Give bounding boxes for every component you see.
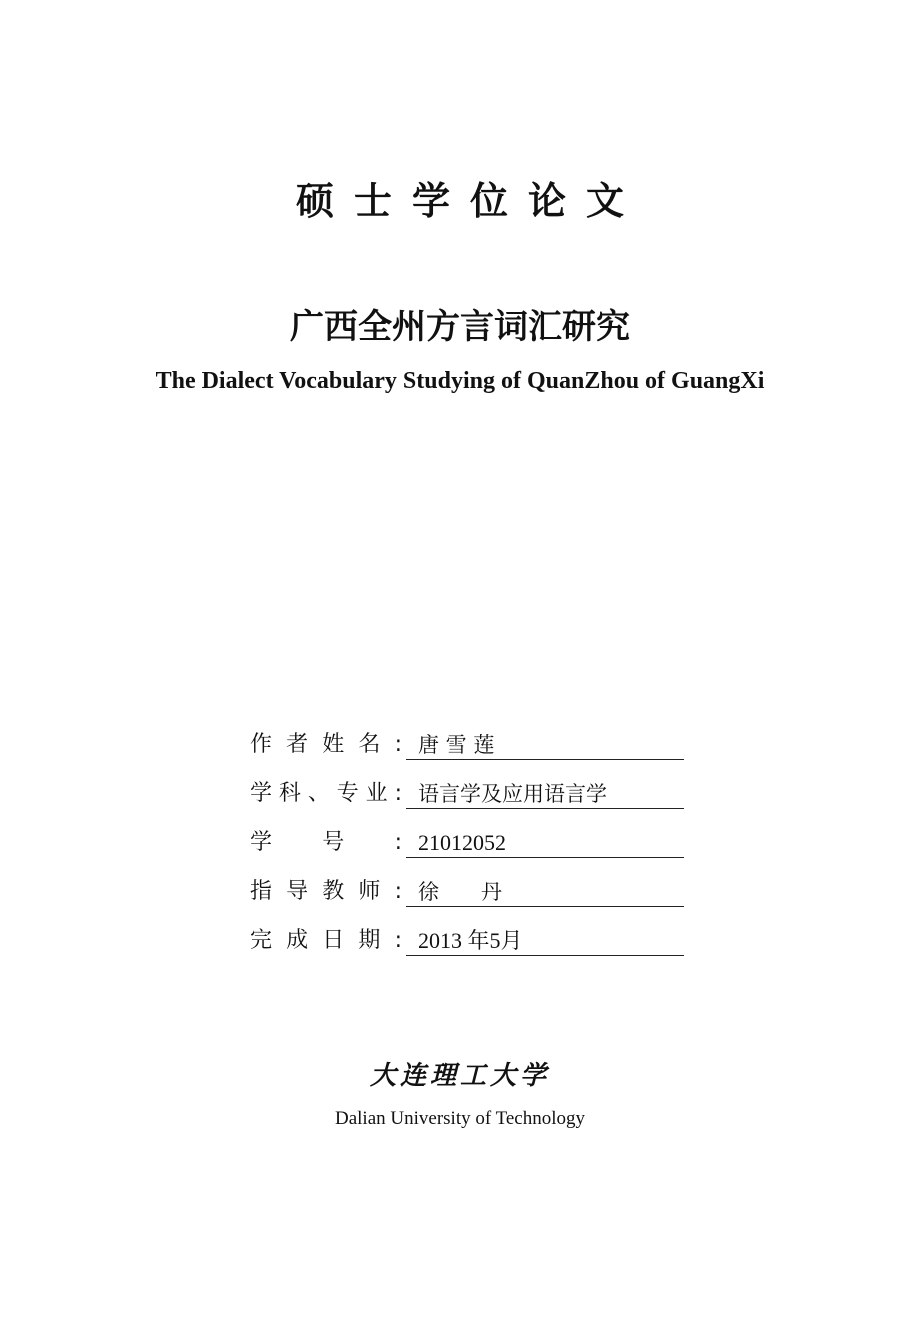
degree-title: 硕士学位论文 xyxy=(295,179,644,223)
author-name-value: 唐 雪 莲 xyxy=(406,728,684,760)
completion-date-value: 2013 年5月 xyxy=(406,924,684,956)
info-row-student-id xyxy=(250,826,690,875)
thesis-title-cn: 广西全州方言词汇研究 xyxy=(290,307,630,347)
completion-date-label: 完成日期: xyxy=(250,928,402,953)
major-label: 学科、专业: xyxy=(250,781,402,806)
student-id-label: 学号: xyxy=(250,830,402,855)
info-row-major xyxy=(250,777,690,826)
thesis-title-en: The Dialect Vocabulary Studying of QuanZhou of GuangXi xyxy=(155,368,765,394)
major-value: 语言学及应用语言学 xyxy=(406,777,684,809)
advisor-label: 指导教师: xyxy=(250,879,402,904)
student-id-value: 21012052 xyxy=(406,826,684,858)
info-row-advisor xyxy=(250,875,690,924)
author-info-block xyxy=(250,728,690,973)
university-name-en: Dalian University of Technology xyxy=(334,1108,585,1129)
author-name-label: 作者姓名: xyxy=(250,732,402,757)
advisor-value: 徐 丹 xyxy=(406,875,684,907)
university-name-cn: 大连理工大学 xyxy=(369,1061,550,1091)
info-row-author xyxy=(250,728,690,777)
info-row-date xyxy=(250,924,690,973)
